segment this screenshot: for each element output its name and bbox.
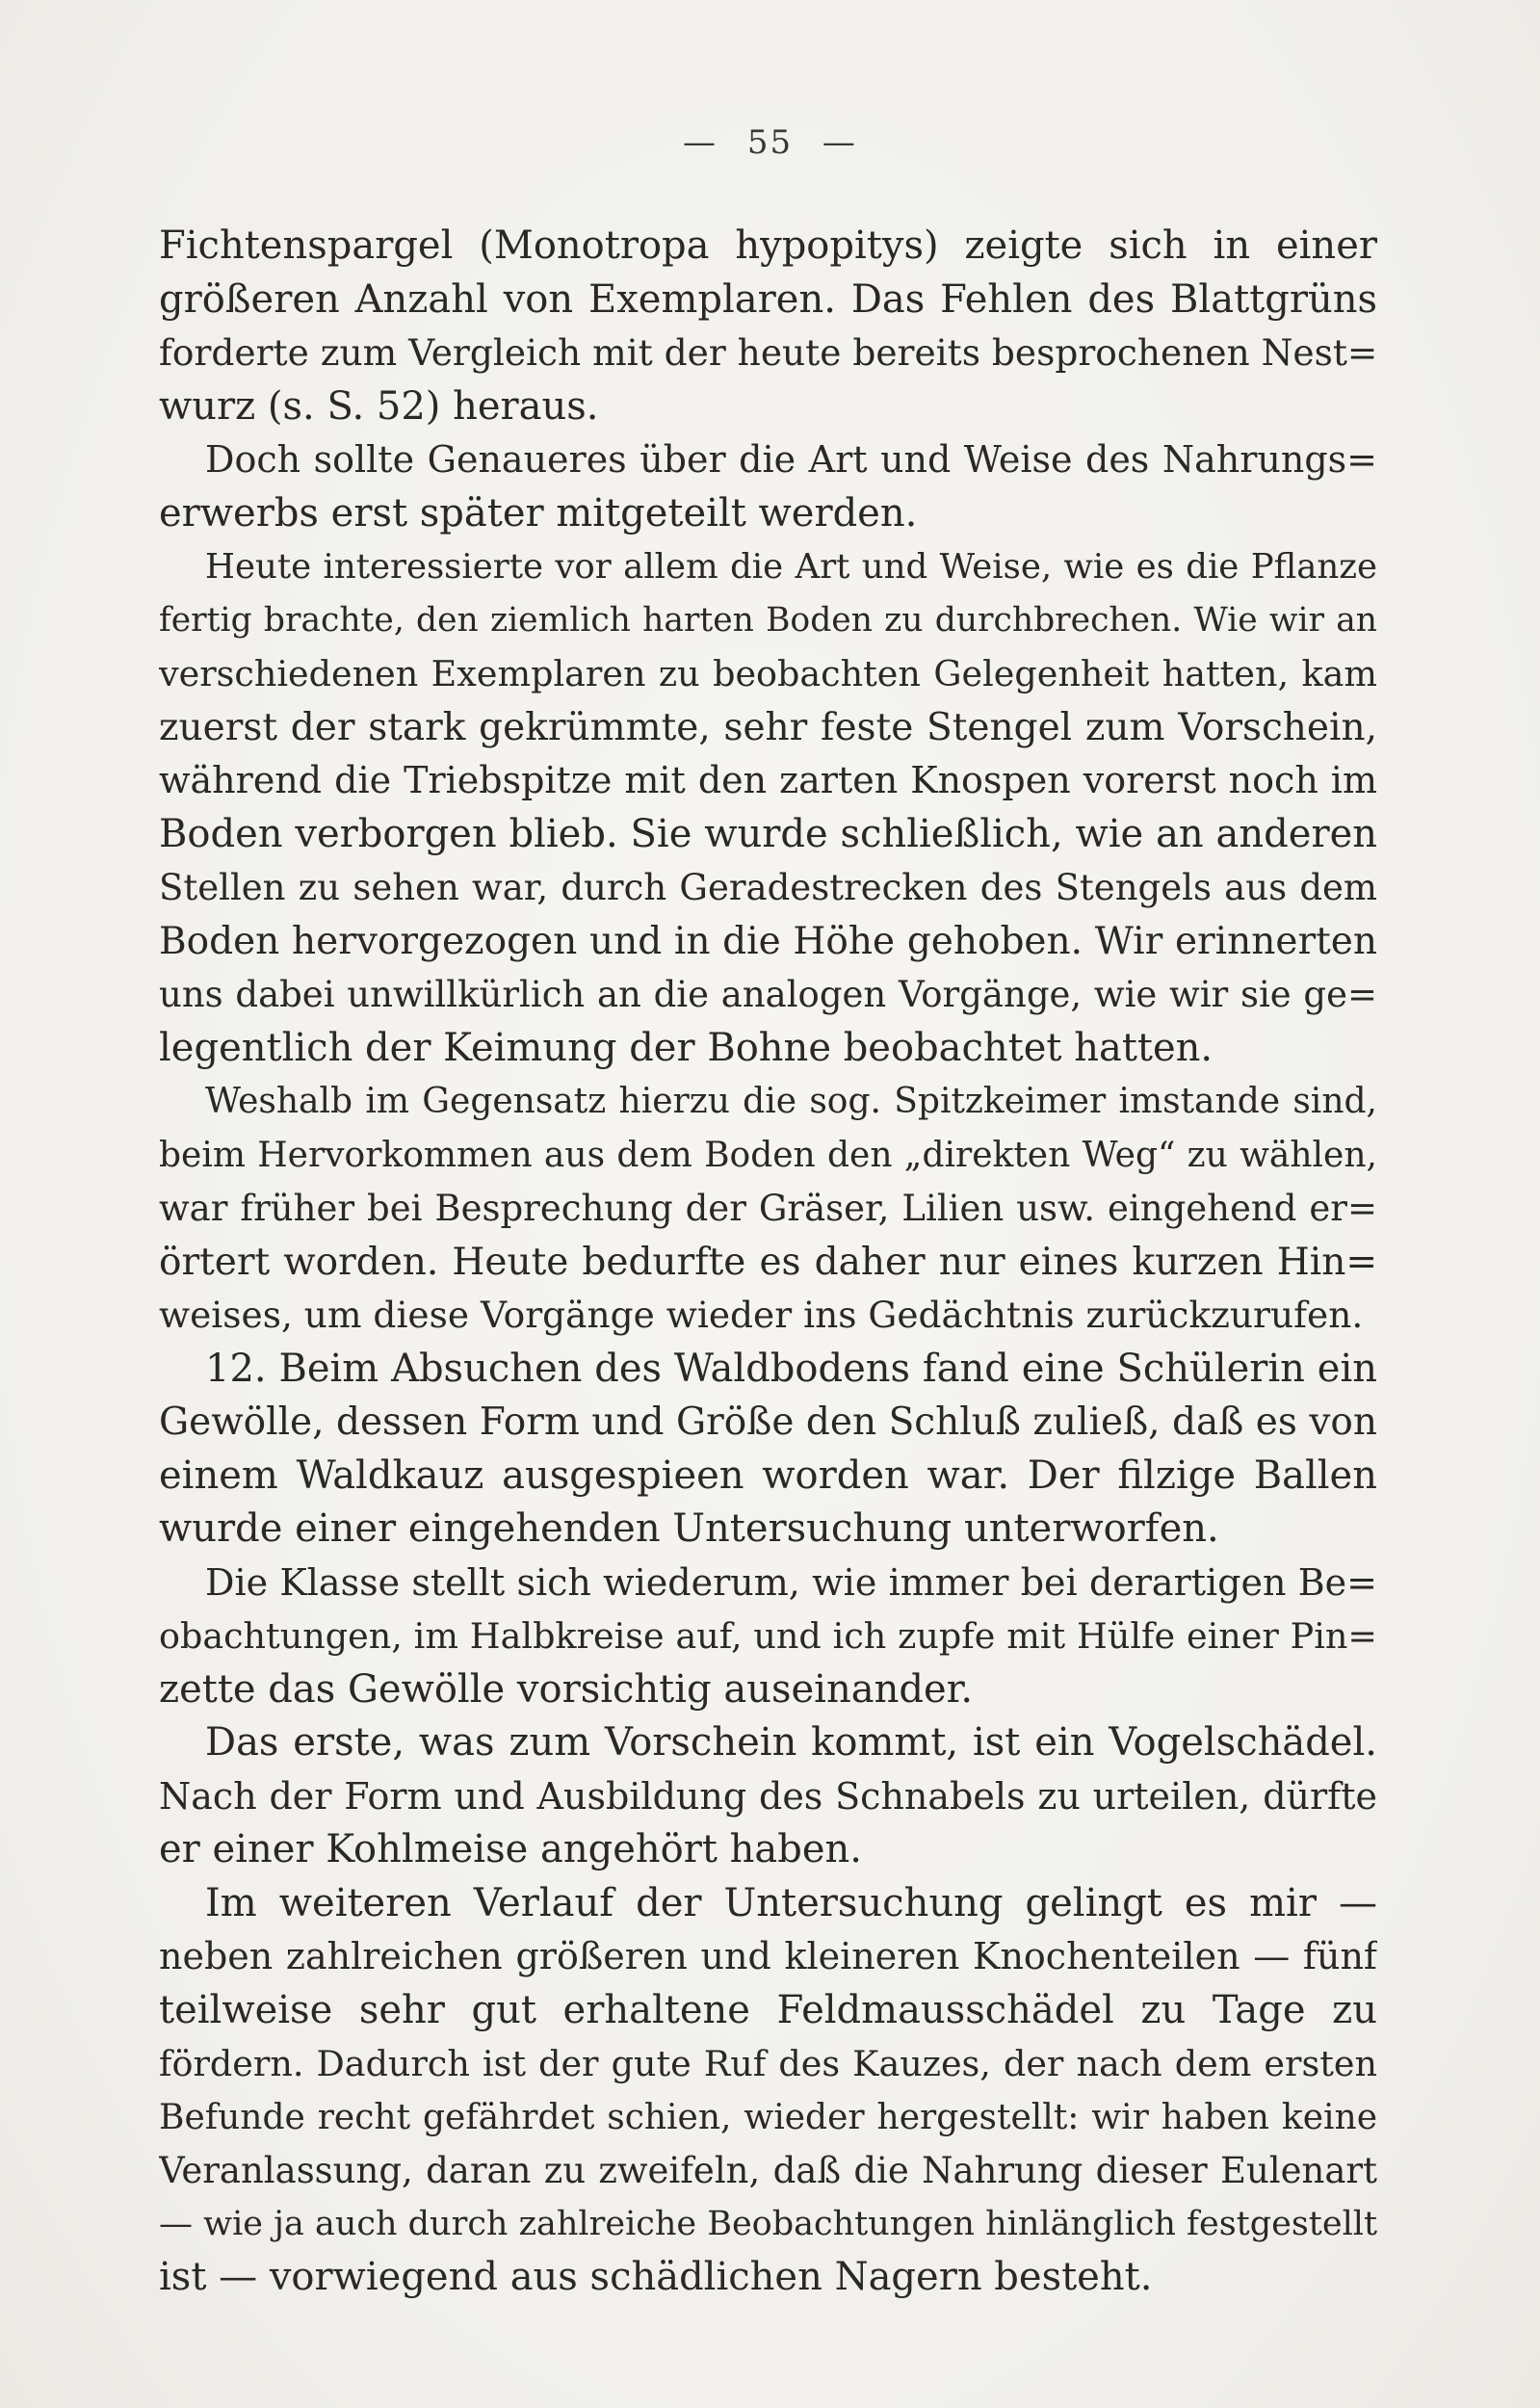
text-line: 12. Beim Absuchen des Waldbodens fand eine Schülerin ein xyxy=(205,1346,1377,1391)
text-line: Die Klasse stellt sich wiederum, wie immer bei derartigen Be= xyxy=(205,1560,1377,1604)
text-line: uns dabei unwillkürlich an die analogen Vorgänge, wie wir sie ge= xyxy=(159,974,1377,1015)
page-number: — 55 — xyxy=(683,123,857,162)
text-line: beim Hervorkommen aus dem Boden den „direkten Weg“ zu wählen, xyxy=(159,1135,1377,1175)
text-line: forderte zum Vergleich mit der heute bereits besprochenen Nest= xyxy=(159,331,1377,374)
text-line: fertig brachte, den ziemlich harten Boden zu durchbrechen. Wie wir an xyxy=(159,600,1377,640)
text-line: Fichtenspargel (Monotropa hypopitys) zeigte sich in einer xyxy=(159,223,1377,268)
text-line: Weshalb im Gegensatz hierzu die sog. Spitzkeimer imstande sind, xyxy=(205,1082,1377,1121)
text-line: war früher bei Besprechung der Gräser, Lilien usw. eingehend er= xyxy=(159,1188,1377,1229)
text-line: zette das Gewölle vorsichtig auseinander. xyxy=(159,1666,974,1712)
text-line: einem Waldkauz ausgespieen worden war. Der filzige Ballen xyxy=(159,1453,1377,1498)
text-line: wurde einer eingehenden Untersuchung unterworfen. xyxy=(159,1506,1219,1551)
text-line: Im weiteren Verlauf der Untersuchung gelingt es mir — xyxy=(205,1880,1377,1925)
text-line: Heute interessierte vor allem die Art und Weise, wie es die Pflanze xyxy=(205,547,1377,587)
text-line: Nach der Form und Ausbildung des Schnabels zu urteilen, dürfte xyxy=(159,1774,1377,1818)
text-line: — wie ja auch durch zahlreiche Beobachtungen hinlänglich festgestellt xyxy=(159,2204,1377,2243)
text-line: er einer Kohlmeise angehört haben. xyxy=(159,1827,862,1871)
text-line: Boden hervorgezogen und in die Höhe gehoben. Wir erinnerten xyxy=(159,919,1377,963)
text-line: wurz (s. S. 52) heraus. xyxy=(159,383,599,429)
text-line: verschiedenen Exemplaren zu beobachten Gelegenheit hatten, kam xyxy=(159,653,1377,694)
text-line: größeren Anzahl von Exemplaren. Das Fehlen des Blattgrüns xyxy=(159,276,1377,322)
text-line: ist — vorwiegend aus schädlichen Nagern besteht. xyxy=(159,2255,1153,2299)
text-line: teilweise sehr gut erhaltene Feldmausschädel zu Tage zu xyxy=(159,1987,1377,2032)
text-line: Stellen zu sehen war, durch Geradestrecken des Stengels aus dem xyxy=(159,867,1377,908)
text-line: fördern. Dadurch ist der gute Ruf des Kauzes, der nach dem ersten xyxy=(159,2043,1377,2084)
text-line: weises, um diese Vorgänge wieder ins Gedächtnis zurückzurufen. xyxy=(159,1294,1364,1336)
text-line: Das erste, was zum Vorschein kommt, ist ein Vogelschädel. xyxy=(205,1720,1377,1765)
text-line: Befunde recht gefährdet schien, wieder hergestellt: wir haben keine xyxy=(159,2097,1377,2137)
text-line: örtert worden. Heute bedurfte es daher nur eines kurzen Hin= xyxy=(159,1240,1377,1284)
text-line: erwerbs erst später mitgeteilt werden. xyxy=(159,490,918,536)
text-line: Doch sollte Genaueres über die Art und Weise des Nahrungs= xyxy=(205,438,1377,481)
text-line: Gewölle, dessen Form und Größe den Schluß zuließ, daß es von xyxy=(159,1400,1377,1444)
body-text xyxy=(159,220,1377,2305)
text-line: Boden verborgen blieb. Sie wurde schließlich, wie an anderen xyxy=(159,811,1377,856)
text-line: legentlich der Keimung der Bohne beobachtet hatten. xyxy=(159,1025,1214,1070)
text-line: neben zahlreichen größeren und kleineren Knochenteilen — fünf xyxy=(159,1935,1377,1977)
text-line: während die Triebspitze mit den zarten Knospen vorerst noch im xyxy=(159,759,1377,801)
text-line: Veranlassung, daran zu zweifeln, daß die Nahrung dieser Eulenart xyxy=(159,2150,1377,2191)
text-line: obachtungen, im Halbkreise auf, und ich zupfe mit Hülfe einer Pin= xyxy=(159,1615,1377,1657)
text-line: zuerst der stark gekrümmte, sehr feste Stengel zum Vorschein, xyxy=(159,705,1377,749)
